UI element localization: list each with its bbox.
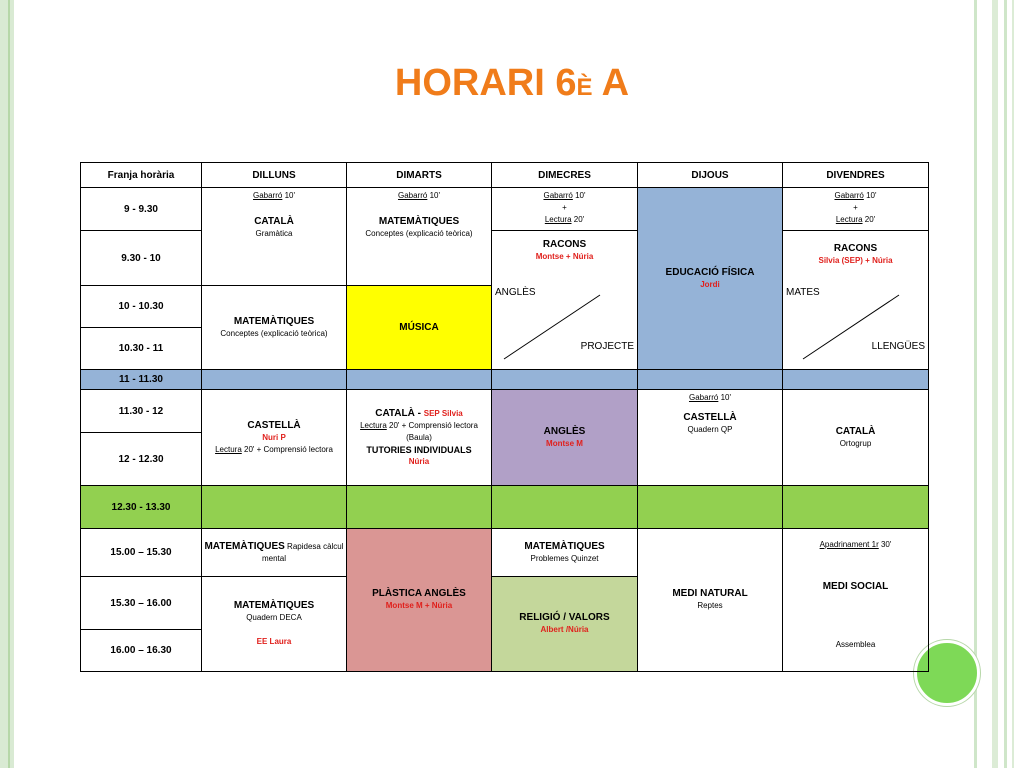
cell-fri-racons: RACONS Silvia (SEP) + Núria MATES LLENGÜES <box>783 231 929 370</box>
table-row <box>81 390 929 433</box>
page-title: HORARI 6È A <box>394 62 630 104</box>
header-tuesday: DIMARTS <box>347 163 492 188</box>
header-row <box>81 163 929 188</box>
cell-thu-educacio-fisica: EDUCACIÓ FÍSICA Jordi <box>638 188 783 370</box>
time-slot: 11 - 11.30 <box>81 370 202 390</box>
cell-mon-matematiques: MATEMÀTIQUES Conceptes (explicació teòrica) <box>202 286 347 370</box>
right-frame-line <box>992 0 998 768</box>
header-friday: DIVENDRES <box>783 163 929 188</box>
cell-thu-castella: Gabarró 10' CASTELLÀ Quadern QP <box>638 390 783 486</box>
left-frame-bar <box>0 0 14 768</box>
header-wednesday: DIMECRES <box>492 163 638 188</box>
cell-wed-racons: RACONS Montse + Núria ANGLÈS PROJECTE <box>492 231 638 370</box>
schedule-table <box>80 162 929 672</box>
header-monday: DILLUNS <box>202 163 347 188</box>
break-cell <box>202 370 347 390</box>
cell-fri-medi-social: Apadrinament 1r 30' MEDI SOCIAL Assemblea <box>783 529 929 672</box>
table-row <box>81 188 929 231</box>
cell-wed-matematiques-pm: MATEMÀTIQUES Problemes Quinzet <box>492 529 638 577</box>
lunch-cell <box>202 486 347 529</box>
break-cell <box>347 370 492 390</box>
cell-tue-catala-tutories: CATALÀ - SEP Silvia Lectura 20' + Comprensió lectora (Baula) TUTORIES INDIVIDUALS Núria <box>347 390 492 486</box>
cell-fri-gabarro: Gabarró 10' + Lectura 20' <box>783 188 929 231</box>
time-slot: 10.30 - 11 <box>81 328 202 370</box>
break-cell <box>638 370 783 390</box>
cell-fri-catala: CATALÀ Ortogrup <box>783 390 929 486</box>
time-slot: 10 - 10.30 <box>81 286 202 328</box>
time-slot: 16.00 – 16.30 <box>81 630 202 672</box>
break-cell <box>783 370 929 390</box>
cell-mon-castella: CASTELLÀ Nuri P Lectura 20' + Comprensió lectora <box>202 390 347 486</box>
cell-thu-medi-natural: MEDI NATURAL Reptes <box>638 529 783 672</box>
cell-wed-angles: ANGLÈS Montse M <box>492 390 638 486</box>
header-thursday: DIJOUS <box>638 163 783 188</box>
table-row-break <box>81 370 929 390</box>
cell-mon-matematiques-pm: MATEMÀTIQUES Rapidesa càlcul mental <box>202 529 347 577</box>
cell-tue-matematiques: Gabarró 10' MATEMÀTIQUES Conceptes (explicació teòrica) <box>347 188 492 286</box>
right-frame-line <box>1004 0 1007 768</box>
cell-tue-plastica-angles: PLÀSTICA ANGLÈS Montse M + Núria <box>347 529 492 672</box>
time-slot: 12 - 12.30 <box>81 433 202 486</box>
cell-mon-matematiques-deca: MATEMÀTIQUES Quadern DECA EE Laura <box>202 577 347 672</box>
lunch-cell <box>783 486 929 529</box>
cell-wed-gabarro: Gabarró 10' + Lectura 20' <box>492 188 638 231</box>
table-row-lunch <box>81 486 929 529</box>
lunch-cell <box>492 486 638 529</box>
break-cell <box>492 370 638 390</box>
time-slot: 15.00 – 15.30 <box>81 529 202 577</box>
lunch-cell <box>347 486 492 529</box>
header-time: Franja horària <box>81 163 202 188</box>
time-slot: 11.30 - 12 <box>81 390 202 433</box>
time-slot: 9 - 9.30 <box>81 188 202 231</box>
right-frame-line <box>1012 0 1014 768</box>
table-row <box>81 529 929 577</box>
time-slot: 12.30 - 13.30 <box>81 486 202 529</box>
cell-wed-religio-valors: RELIGIÓ / VALORS Albert /Núria <box>492 577 638 672</box>
cell-tue-musica: MÚSICA <box>347 286 492 370</box>
time-slot: 15.30 – 16.00 <box>81 577 202 630</box>
right-frame-line <box>974 0 977 768</box>
time-slot: 9.30 - 10 <box>81 231 202 286</box>
lunch-cell <box>638 486 783 529</box>
left-frame-line <box>8 0 10 768</box>
cell-mon-catala: Gabarró 10' CATALÀ Gramàtica <box>202 188 347 286</box>
